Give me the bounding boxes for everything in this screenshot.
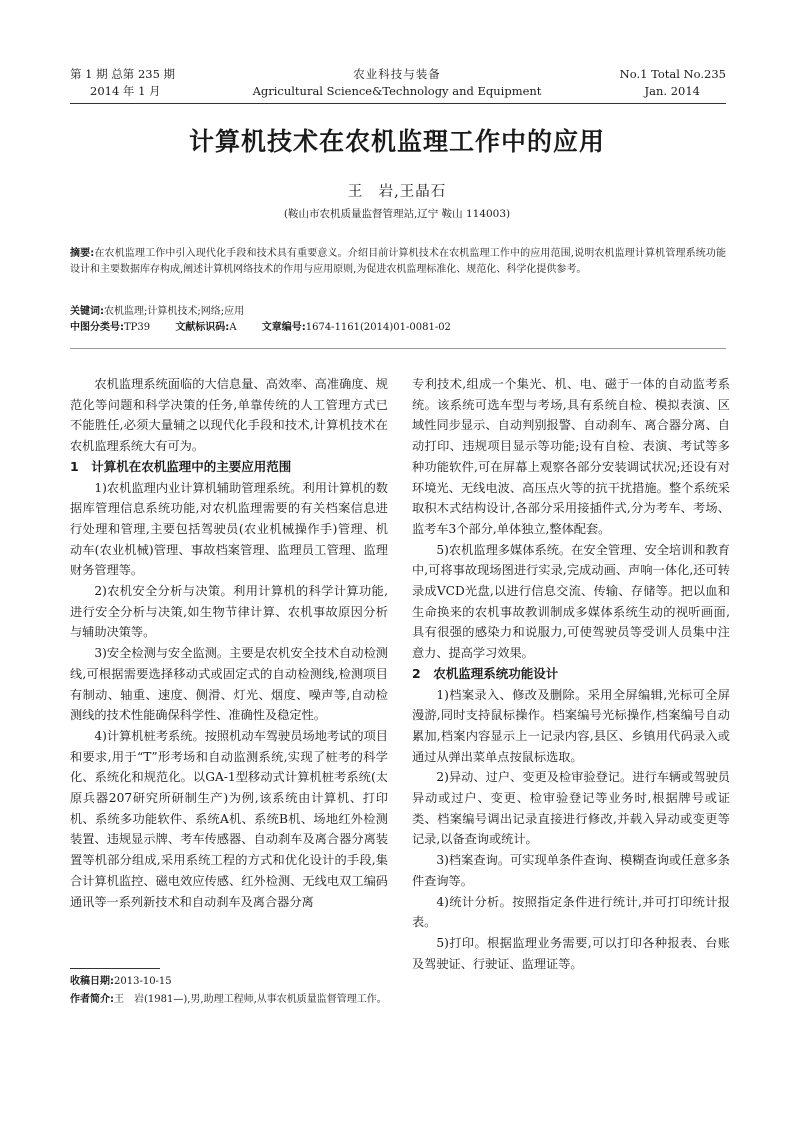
received-date-value: 2013-10-15: [114, 976, 172, 987]
section-2-item-4: 4)统计分析。按照指定条件进行统计,并可打印统计报表。: [412, 894, 730, 930]
section-2-heading: 2 农机监理系统功能设计: [412, 665, 559, 681]
section-1-item-4: 4)计算机桩考系统。按照机动车驾驶员场地考试的项目和要求,用于“T”形考场和自动监测系统,实现了桩考的科学化、系统化和规范化。以GA-1型移动式计算机桩考系统(太原兵器207研究所研制生产)为例,该系统由计算机、打印机、系统多功能软件、系统A机、系统B机、场地红外检测装置、违规显示牌、考车传感器、自动刹车及离合器分离装置等机部分组成,采用系统工程的方式和优化设计的手段,集合计算机监控、磁电效应传感、红外检测、无线电双工编码通讯等一系列新技术和自动刹车及离合器分离: [70, 728, 388, 909]
author-list: 王 岩,王晶石: [347, 184, 447, 200]
issue-number-en: No.1 Total No.235: [619, 67, 726, 81]
journal-name-cn: 农业科技与装备: [353, 67, 441, 81]
section-1-item-5: 5)农机监理多媒体系统。在安全管理、安全培训和教育中,可将事故现场图进行实录,完成动画、声响一体化,还可转录成VCD光盘,以进行信息交流、传输、存储等。把以血和生命换来的农机事故教训制成多媒体系统生动的视听画面,具有很强的感染力和说服力,可使驾驶员等受训人员集中注意力、提高学习效果。: [412, 542, 730, 661]
running-header-right: [620, 66, 726, 100]
author-affiliation: (鞍山市农机质量监督管理站,辽宁 鞍山 114003): [283, 208, 511, 220]
author-bio-note: [70, 992, 388, 1008]
section-1-item-4-continued: 专利技术,组成一个集光、机、电、磁于一体的自动监考系统。该系统可选车型与考场,具有系统自检、模拟表演、区域性同步显示、自动判别报警、自动刹车、离合器分离、自动打印、违规项目显示等功能;设有自检、表演、考试等多种功能软件,可在屏幕上观察各部分安装调试状况;还设有对环境光、无线电波、高压点火等的抗干扰措施。整个系统采取积木式结构设计,各部分采用接插件式,分为考车、考场、监考车3个部分,单体独立,整体配套。: [412, 377, 730, 536]
keywords: [70, 304, 726, 320]
section-1-item-1: 1)农机监理内业计算机辅助管理系统。利用计算机的数据库管理信息系统功能,对农机监理需要的有关档案信息进行处理和管理,主要包括驾驶员(农业机械操作手)管理、机动车(农业机械)管理、事故档案管理、监理员工管理、监理财务管理等。: [70, 480, 388, 578]
section-1-item-2: 2)农机安全分析与决策。利用计算机的科学计算功能,进行安全分析与决策,如生物节律计算、农机事故原因分析与辅助决策等。: [70, 584, 388, 640]
clc-value: TP39: [124, 322, 151, 333]
intro-paragraph: 农机监理系统面临的大信息量、高效率、高准确度、规范化等问题和科学决策的任务,单靠传统的人工管理方式已不能胜任,必须大量辅之以现代化手段和技术,计算机技术在农机监理系统大有可为。: [70, 377, 388, 454]
header-divider: [70, 103, 726, 104]
section-1-item-3: 3)安全检测与安全监测。主要是农机安全技术自动检测线,可根据需要选择移动式或固定式的自动检测线,检测项目有制动、轴重、速度、侧滑、灯光、烟度、噪声等,自动检测线的技术性能确保科学性、准确性及稳定性。: [70, 646, 388, 723]
abstract-text: 在农机监理工作中引入现代化手段和技术具有重要意义。介绍目前计算机技术在农机监理工作中的应用范围,说明农机监理计算机管理系统功能设计和主要数据库存构成,阐述计算机网络技术的作用与应用原则,为促进农机监理标准化、规范化、科学化提供参考。: [70, 248, 727, 275]
article-number-value: 1674-1161(2014)01-0081-02: [305, 322, 451, 333]
section-2-item-2: 2)异动、过户、变更及检审验登记。进行车辆或驾驶员异动或过户、变更、检审验登记等业务时,根据牌号或证类、档案编号调出记录直接进行修改,并载入异动或变更等记录,以备查询或统计。: [412, 770, 730, 847]
issue-number-cn: 第 1 期 总第 235 期: [70, 67, 176, 81]
document-code-label: 文献标识码:: [175, 322, 230, 333]
body-column-left: [70, 374, 388, 912]
issue-date-en: Jan. 2014: [644, 84, 700, 98]
abstract: [70, 246, 726, 278]
author-bio-label: 作者简介:: [70, 994, 114, 1005]
paper-title: 计算机技术在农机监理工作中的应用: [188, 127, 605, 156]
received-date-note: [70, 974, 388, 990]
document-code-value: A: [229, 322, 237, 333]
clc-label: 中图分类号:: [70, 322, 124, 333]
keywords-label: 关键词:: [70, 306, 104, 317]
section-1-heading: 1 计算机在农机监理中的主要应用范围: [70, 458, 292, 474]
journal-name-en: Agricultural Science&Technology and Equipment: [252, 84, 542, 98]
abstract-divider: [70, 348, 726, 349]
footnote-divider: [70, 968, 160, 969]
clc-number: [70, 322, 150, 333]
section-2-item-5: 5)打印。根据监理业务需要,可以打印各种报表、台账及驾驶证、行驶证、监理证等。: [412, 935, 730, 971]
article-number-label: 文章编号:: [261, 322, 306, 333]
body-column-right: [412, 374, 730, 974]
keywords-text: 农机监理;计算机技术;网络;应用: [104, 306, 245, 317]
classification-line: [70, 320, 726, 336]
received-date-label: 收稿日期:: [70, 976, 114, 987]
issue-date-cn: 2014 年 1 月: [90, 84, 161, 98]
running-header-center: [200, 66, 594, 100]
section-2-item-1: 1)档案录入、修改及删除。采用全屏编辑,光标可全屏漫游,同时支持鼠标操作。档案编号光标操作,档案编号自动累加,档案内容显示上一记录内容,县区、乡镇用代码录入或通过从弹出菜单点按鼠标选取。: [412, 687, 730, 764]
section-2-item-3: 3)档案查询。可实现单条件查询、模糊查询或任意多条件查询等。: [412, 853, 730, 888]
running-header-left: [70, 66, 175, 100]
article-number: [262, 322, 451, 333]
abstract-label: 摘要:: [70, 248, 95, 259]
author-bio-value: 王 岩(1981—),男,助理工程师,从事农机质量监督管理工作。: [114, 994, 387, 1005]
document-code: [175, 322, 236, 333]
